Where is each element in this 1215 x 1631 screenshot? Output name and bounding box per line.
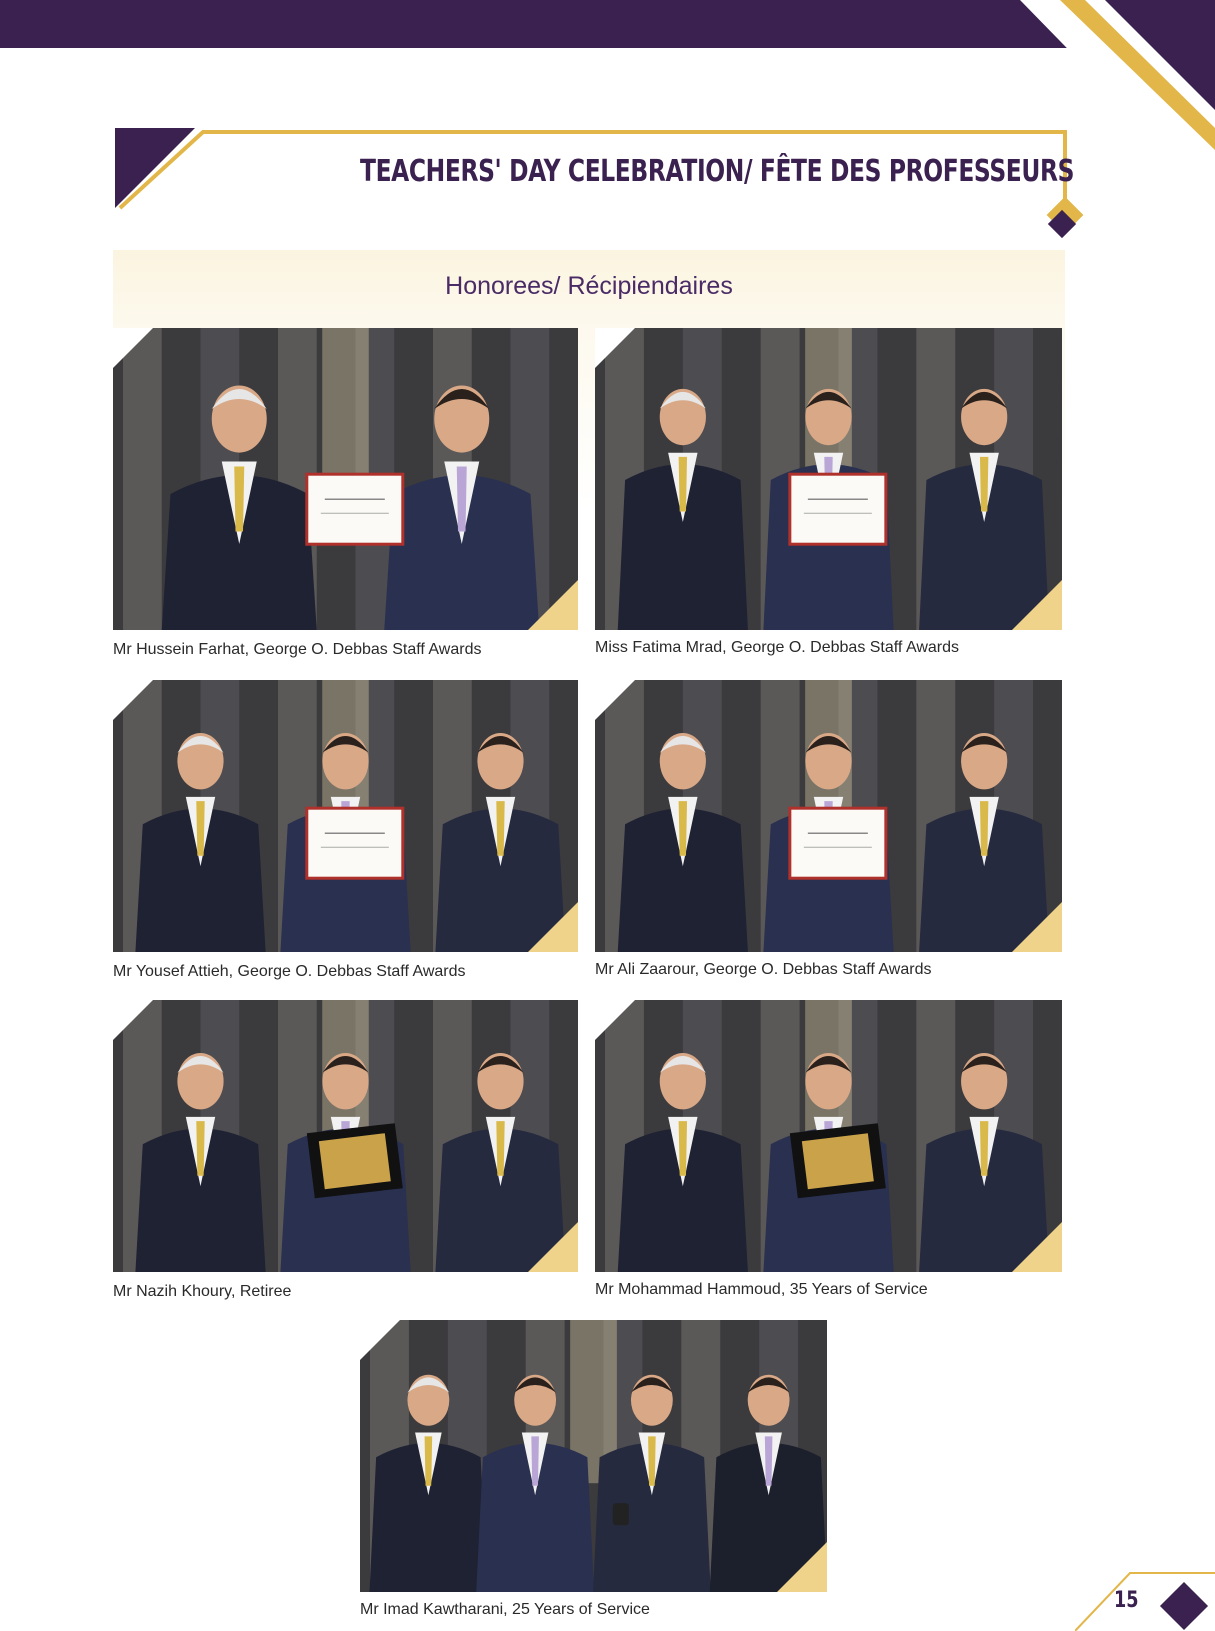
section-heading: Honorees/ Récipiendaires [445, 272, 733, 300]
photo-scene [113, 680, 578, 952]
plaque-icon [307, 1123, 403, 1198]
photo-caption: Miss Fatima Mrad, George O. Debbas Staff Awards [595, 639, 959, 656]
photo-scene [113, 1000, 578, 1272]
photo-scene [595, 328, 1062, 630]
photo-scene [113, 328, 578, 630]
page-title: TEACHERS' DAY CELEBRATION/ FÊTE DES PROFESSEURS [360, 154, 1075, 189]
photo-caption: Mr Hussein Farhat, George O. Debbas Staff Awards [113, 641, 482, 658]
watch-icon [613, 1503, 629, 1525]
honoree-photo [595, 680, 1062, 952]
honoree-photo [113, 328, 578, 630]
honoree-photo [360, 1320, 827, 1592]
photo-scene [360, 1320, 827, 1592]
plaque-icon [790, 1123, 886, 1198]
certificate-icon [307, 474, 403, 544]
certificate-icon [307, 808, 403, 878]
photo-caption: Mr Mohammad Hammoud, 35 Years of Service [595, 1281, 928, 1298]
honoree-photo [113, 1000, 578, 1272]
certificate-icon [790, 808, 886, 878]
photo-caption: Mr Imad Kawtharani, 25 Years of Service [360, 1601, 650, 1618]
photo-caption: Mr Yousef Attieh, George O. Debbas Staff Awards [113, 963, 466, 980]
honoree-photo [113, 680, 578, 952]
photo-caption: Mr Nazih Khoury, Retiree [113, 1283, 292, 1300]
certificate-icon [790, 474, 886, 544]
page-number: 15 [1114, 1588, 1139, 1613]
honoree-photo [595, 328, 1062, 630]
photo-caption: Mr Ali Zaarour, George O. Debbas Staff Awards [595, 961, 932, 978]
photo-scene [595, 680, 1062, 952]
honoree-photo [595, 1000, 1062, 1272]
photo-scene [595, 1000, 1062, 1272]
